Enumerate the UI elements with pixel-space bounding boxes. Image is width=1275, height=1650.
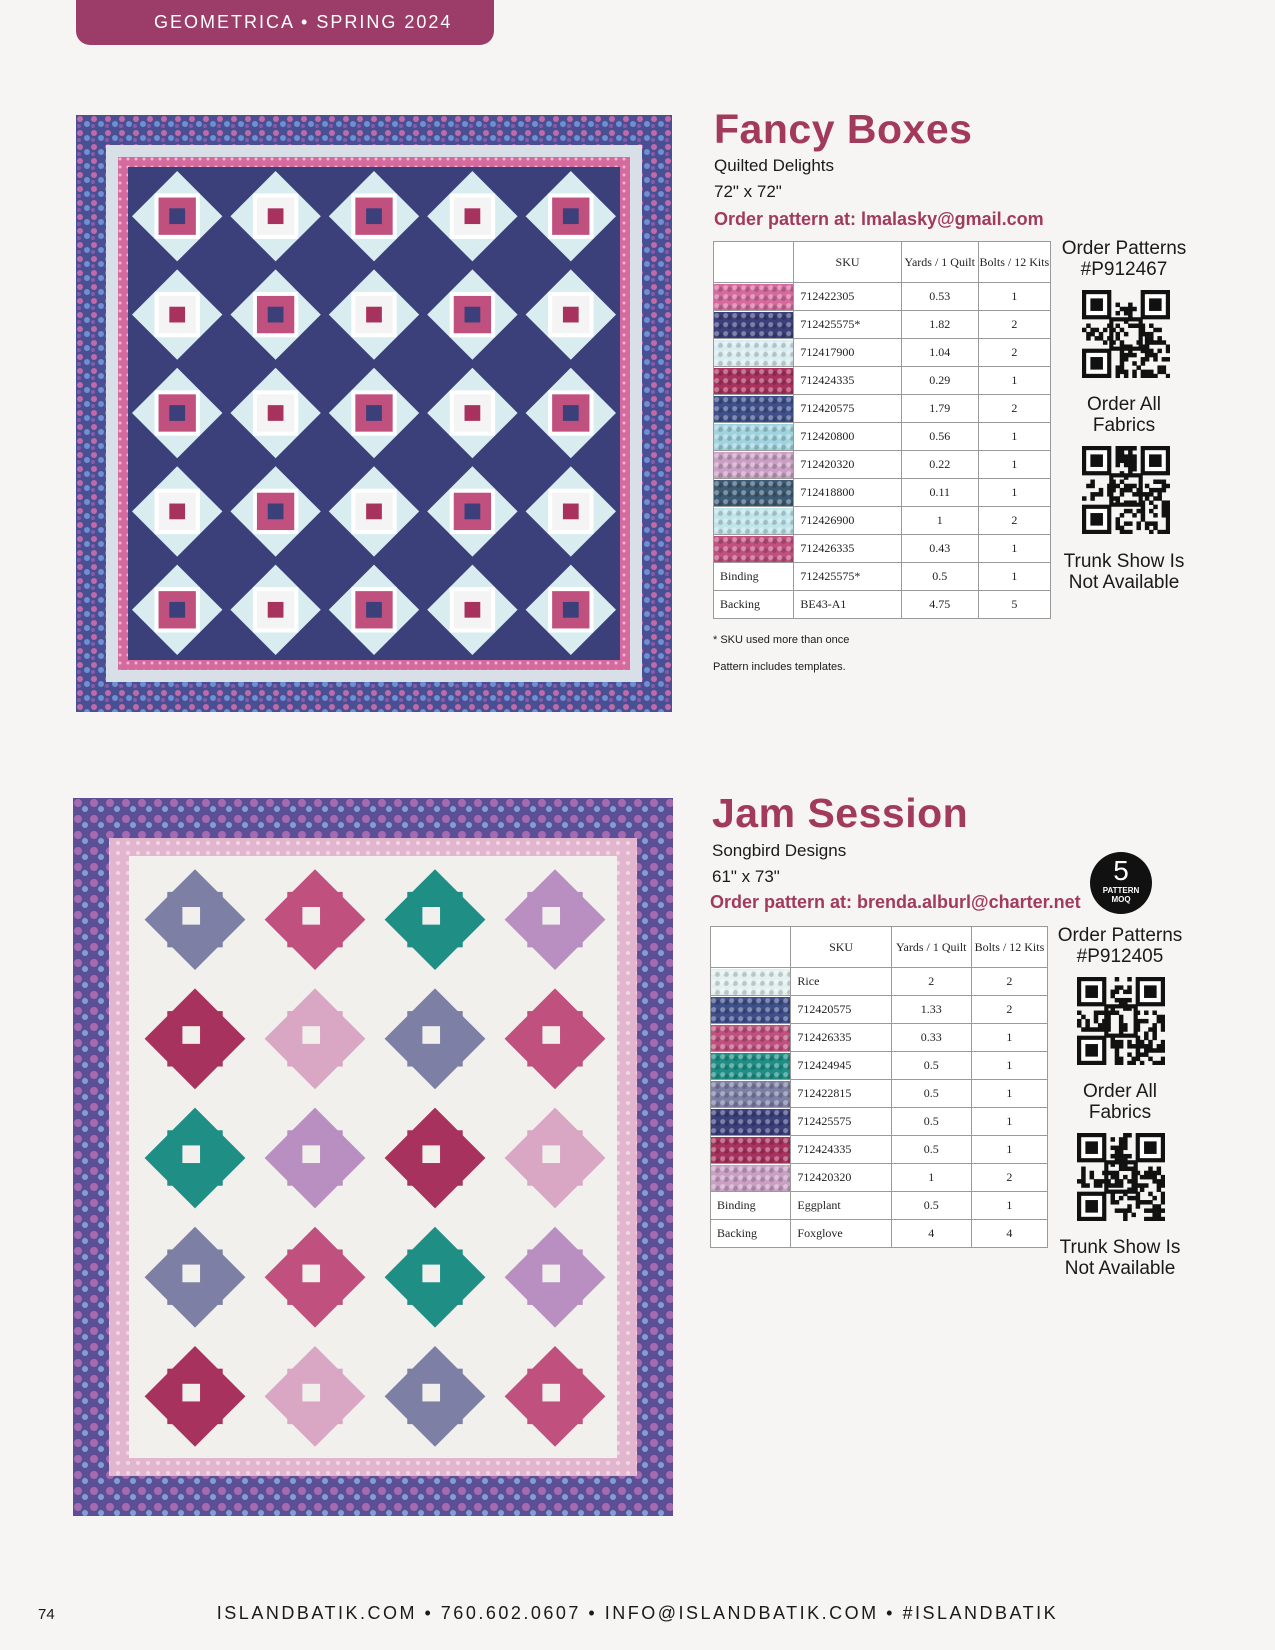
fabric-swatch (714, 479, 794, 507)
yards-header: Yards / 1 Quilt (891, 927, 971, 968)
bolts-cell: 1 (971, 1192, 1047, 1220)
fabric-swatch (714, 395, 794, 423)
yards-cell: 1 (901, 507, 978, 535)
fabric-swatch (714, 423, 794, 451)
fancy-boxes-quilt-image (76, 115, 672, 712)
fabric-swatch (711, 1164, 791, 1192)
swatch-fill (711, 1081, 790, 1107)
sku-cell: 712424335 (794, 367, 901, 395)
sku-row (714, 311, 1051, 339)
fancy-boxes-designer: Quilted Delights (714, 156, 835, 175)
bolts-cell: 2 (978, 507, 1050, 535)
bolts-cell: 1 (978, 535, 1050, 563)
bolts-cell: 2 (971, 1164, 1047, 1192)
yards-cell: 0.43 (901, 535, 978, 563)
swatch-fill (711, 997, 790, 1023)
swatch-fill (714, 396, 793, 422)
sku-cell: BE43-A1 (794, 591, 901, 619)
fancy-order-patterns-qr-code[interactable] (1082, 290, 1170, 383)
yards-cell: 0.5 (891, 1136, 971, 1164)
sku-cell: 712420320 (794, 451, 901, 479)
badge-number: 5 (1113, 855, 1129, 886)
sku-cell: 712418800 (794, 479, 901, 507)
sku-row (714, 451, 1051, 479)
yards-cell: 0.5 (901, 563, 978, 591)
swatch-fill (711, 1137, 790, 1163)
jam-trunk-show-note: Trunk Show Is Not Available (1059, 1237, 1181, 1279)
fabric-swatch (711, 968, 791, 996)
bolts-cell: 1 (971, 1024, 1047, 1052)
yards-cell: 1 (891, 1164, 971, 1192)
row-label: Binding (714, 563, 794, 591)
sku-cell: Rice (791, 968, 891, 996)
bolts-cell: 1 (978, 563, 1050, 591)
fancy-trunk-show-note: Trunk Show Is Not Available (1063, 551, 1185, 593)
fancy-boxes-title: Fancy Boxes (714, 106, 973, 152)
fabric-swatch (711, 1052, 791, 1080)
fancy-boxes-sku-table (713, 241, 1051, 619)
yards-cell: 0.5 (891, 1192, 971, 1220)
jam-session-order-link[interactable]: Order pattern at: brenda.alburl@charter.net (710, 892, 1081, 912)
jam-order-fabrics-qr-code[interactable] (1077, 1133, 1165, 1226)
bolts-cell: 2 (971, 996, 1047, 1024)
sku-cell: 712425575 (791, 1108, 891, 1136)
yards-cell: 1.79 (901, 395, 978, 423)
sku-row (714, 563, 1051, 591)
swatch-fill (714, 424, 793, 450)
row-label: Binding (711, 1192, 791, 1220)
fabric-swatch (714, 283, 794, 311)
sku-row (711, 1080, 1048, 1108)
sku-row (711, 996, 1048, 1024)
bolts-cell: 2 (971, 968, 1047, 996)
fancy-order-fabrics-qr-code[interactable] (1082, 446, 1170, 539)
sku-cell: 712425575* (794, 311, 901, 339)
yards-cell: 4.75 (901, 591, 978, 619)
sku-header: SKU (791, 927, 891, 968)
bolts-cell: 1 (971, 1136, 1047, 1164)
swatch-fill (714, 536, 793, 562)
sku-cell: 712424945 (791, 1052, 891, 1080)
fabric-swatch (714, 451, 794, 479)
yards-cell: 2 (891, 968, 971, 996)
sku-cell: 712417900 (794, 339, 901, 367)
bolts-cell: 2 (978, 311, 1050, 339)
sku-cell: 712420575 (791, 996, 891, 1024)
sku-row (711, 1024, 1048, 1052)
yards-header: Yards / 1 Quilt (901, 242, 978, 283)
sku-cell: 712420800 (794, 423, 901, 451)
sku-cell: Eggplant (791, 1192, 891, 1220)
yards-cell: 0.5 (891, 1080, 971, 1108)
sku-cell: 712422815 (791, 1080, 891, 1108)
sku-row (711, 1220, 1048, 1248)
sku-cell: 712422305 (794, 283, 901, 311)
sku-row (714, 395, 1051, 423)
sku-cell: 712426900 (794, 507, 901, 535)
sku-row (711, 1164, 1048, 1192)
swatch-fill (714, 284, 793, 310)
sku-row (711, 1052, 1048, 1080)
bolts-cell: 2 (978, 395, 1050, 423)
fabric-swatch (711, 1136, 791, 1164)
sku-cell: 712426335 (794, 535, 901, 563)
swatch-fill (714, 312, 793, 338)
swatch-fill (714, 480, 793, 506)
sku-cell: 712424335 (791, 1136, 891, 1164)
yards-cell: 0.11 (901, 479, 978, 507)
swatch-fill (711, 1109, 790, 1135)
yards-cell: 0.56 (901, 423, 978, 451)
jam-session-size: 61" x 73" (712, 867, 780, 886)
bolts-header: Bolts / 12 Kits (971, 927, 1047, 968)
sku-cell: 712420320 (791, 1164, 891, 1192)
sku-row (711, 968, 1048, 996)
fabric-swatch (714, 367, 794, 395)
bolts-cell: 1 (978, 423, 1050, 451)
bolts-cell: 1 (978, 283, 1050, 311)
swatch-fill (711, 969, 790, 995)
swatch-header (711, 927, 791, 968)
fabric-swatch (714, 311, 794, 339)
jam-session-title: Jam Session (712, 790, 969, 836)
sku-row (714, 423, 1051, 451)
sku-row (714, 367, 1051, 395)
bolts-cell: 1 (971, 1052, 1047, 1080)
swatch-fill (714, 340, 793, 366)
bolts-cell: 1 (978, 367, 1050, 395)
footer-contact: ISLANDBATIK.COM • 760.602.0607 • INFO@ISLANDBATIK.COM • #ISLANDBATIK (216, 1603, 1059, 1623)
yards-cell: 1.82 (901, 311, 978, 339)
swatch-fill (714, 368, 793, 394)
fabric-swatch (711, 1108, 791, 1136)
fancy-boxes-note-templates: Pattern includes templates. (713, 661, 846, 673)
sku-row (714, 339, 1051, 367)
bolts-cell: 1 (971, 1080, 1047, 1108)
jam-session-sku-rows (711, 968, 1048, 1248)
jam-order-fabrics-label: Order All Fabrics (1083, 1081, 1157, 1123)
sku-row (711, 1136, 1048, 1164)
yards-cell: 4 (891, 1220, 971, 1248)
jam-order-patterns-qr-code[interactable] (1077, 977, 1165, 1070)
bolts-cell: 1 (971, 1108, 1047, 1136)
sku-row (714, 591, 1051, 619)
sku-cell: 712420575 (794, 395, 901, 423)
bolts-cell: 2 (978, 339, 1050, 367)
yards-cell: 0.53 (901, 283, 978, 311)
swatch-header (714, 242, 794, 283)
pattern-moq-badge (1090, 852, 1152, 914)
fabric-swatch (711, 1024, 791, 1052)
bolts-cell: 5 (978, 591, 1050, 619)
badge-text: PATTERN MOQ (1102, 886, 1140, 904)
yards-cell: 0.5 (891, 1052, 971, 1080)
row-label: Backing (714, 591, 794, 619)
sku-cell: Foxglove (791, 1220, 891, 1248)
swatch-fill (711, 1025, 790, 1051)
fancy-boxes-order-link[interactable]: Order pattern at: lmalasky@gmail.com (714, 209, 1044, 229)
bolts-cell: 4 (971, 1220, 1047, 1248)
fabric-swatch (711, 996, 791, 1024)
fancy-boxes-size: 72" x 72" (714, 182, 782, 201)
jam-session-sku-table (710, 926, 1048, 1248)
fancy-boxes-sku-rows (714, 283, 1051, 619)
fancy-order-fabrics-label: Order All Fabrics (1087, 394, 1161, 436)
header-tab-text: GEOMETRICA • SPRING 2024 (154, 12, 453, 32)
page-number: 74 (38, 1606, 55, 1623)
sku-row (714, 535, 1051, 563)
fancy-order-patterns-label: Order Patterns #P912467 (1061, 238, 1187, 280)
swatch-fill (711, 1165, 790, 1191)
sku-row (714, 507, 1051, 535)
sku-row (711, 1192, 1048, 1220)
fabric-swatch (711, 1080, 791, 1108)
yards-cell: 0.5 (891, 1108, 971, 1136)
fabric-swatch (714, 339, 794, 367)
row-label: Backing (711, 1220, 791, 1248)
fabric-swatch (714, 535, 794, 563)
sku-cell: 712425575* (794, 563, 901, 591)
fabric-swatch (714, 507, 794, 535)
jam-order-patterns-label: Order Patterns #P912405 (1057, 925, 1183, 967)
fancy-boxes-note-sku: * SKU used more than once (713, 634, 850, 646)
yards-cell: 0.29 (901, 367, 978, 395)
bolts-cell: 1 (978, 451, 1050, 479)
jam-session-quilt-image (73, 798, 673, 1516)
swatch-fill (714, 452, 793, 478)
sku-row (714, 283, 1051, 311)
bolts-header: Bolts / 12 Kits (978, 242, 1050, 283)
sku-cell: 712426335 (791, 1024, 891, 1052)
sku-row (711, 1108, 1048, 1136)
bolts-cell: 1 (978, 479, 1050, 507)
sku-row (714, 479, 1051, 507)
yards-cell: 0.33 (891, 1024, 971, 1052)
swatch-fill (711, 1053, 790, 1079)
sku-header: SKU (794, 242, 901, 283)
jam-session-designer: Songbird Designs (712, 841, 847, 860)
swatch-fill (714, 508, 793, 534)
yards-cell: 0.22 (901, 451, 978, 479)
yards-cell: 1.04 (901, 339, 978, 367)
header-tab (76, 0, 494, 45)
yards-cell: 1.33 (891, 996, 971, 1024)
